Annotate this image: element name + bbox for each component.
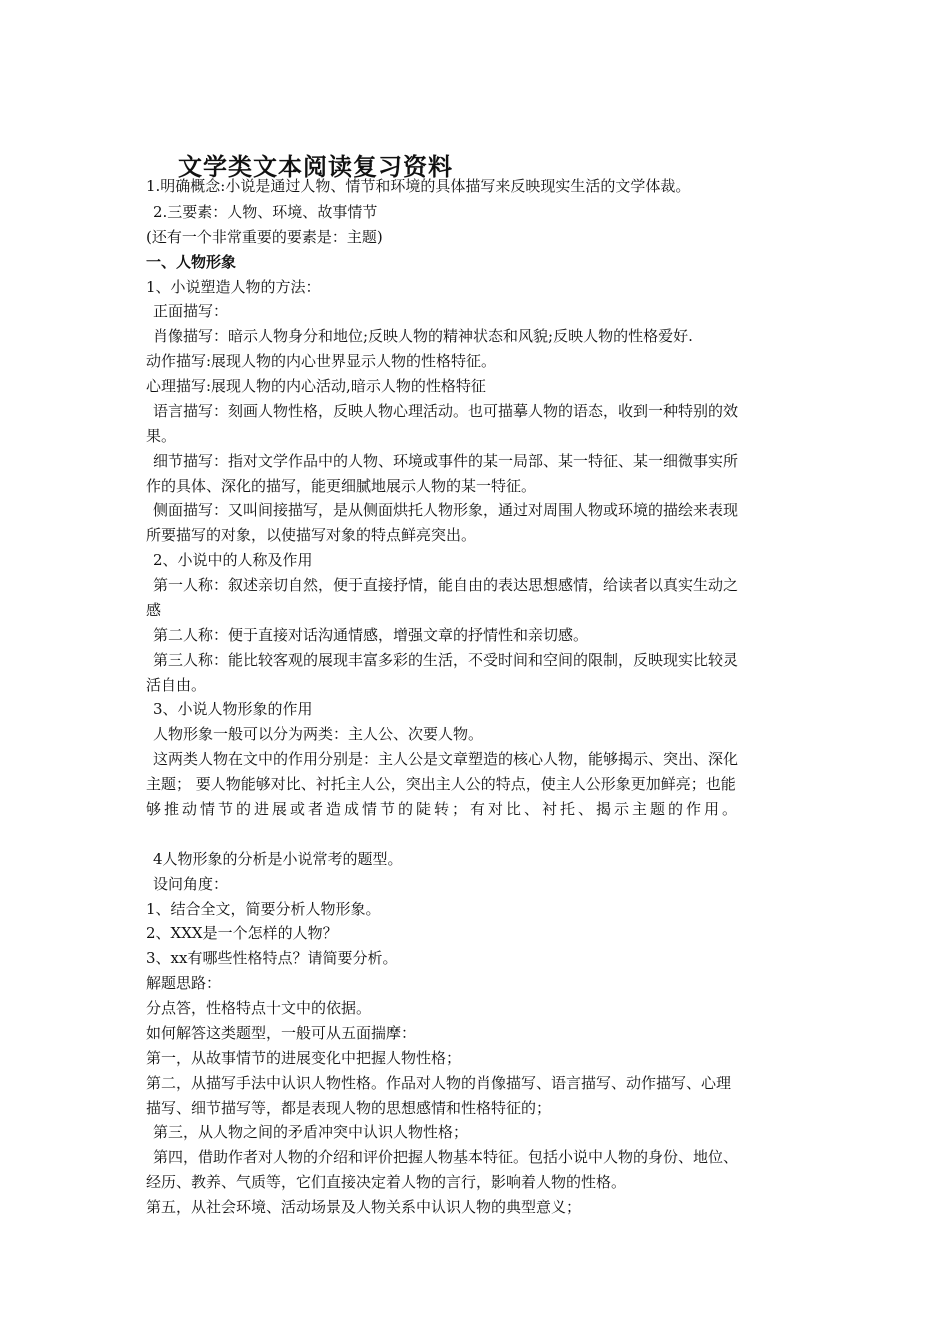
text-line: 2.三要素：人物、环境、故事情节 <box>153 203 378 221</box>
text-line: 感 <box>146 601 162 619</box>
text-line: 第一，从故事情节的进展变化中把握人物性格； <box>146 1049 462 1067</box>
text-line: 正面描写： <box>153 302 229 320</box>
text-line: 人物形象一般可以分为两类：主人公、次要人物。 <box>153 725 484 743</box>
text-line: 设问角度： <box>153 875 229 893</box>
text-line: 活自由。 <box>146 676 207 694</box>
section-heading: 一、人物形象 <box>146 253 237 271</box>
text-line: 3、小说人物形象的作用 <box>153 700 313 718</box>
text-line: 细节描写：指对文学作品中的人物、环境或事件的某一局部、某一特征、某一细微事实所 <box>153 452 739 470</box>
text-line: 描写、细节描写等，都是表现人物的思想感情和性格特征的； <box>146 1099 552 1117</box>
text-line: 第三，从人物之间的矛盾冲突中认识人物性格； <box>153 1123 469 1141</box>
text-line: 作的具体、深化的描写，能更细腻地展示人物的某一特征。 <box>146 477 537 495</box>
text-line: 第三人称：能比较客观的展现丰富多彩的生活，不受时间和空间的限制，反映现实比较灵 <box>153 651 739 669</box>
text-line: 侧面描写：又叫间接描写，是从侧面烘托人物形象，通过对周围人物或环境的描绘来表现 <box>153 501 739 519</box>
text-line: 1、小说塑造人物的方法： <box>146 278 321 296</box>
text-line: 4人物形象的分析是小说常考的题型。 <box>153 850 403 868</box>
text-line: 动作描写:展现人物的内心世界显示人物的性格特征。 <box>146 352 497 370</box>
text-line: 果。 <box>146 427 177 445</box>
text-line: (还有一个非常重要的要素是：主题) <box>146 228 383 246</box>
text-line: 2、XXX是一个怎样的人物？ <box>146 924 338 942</box>
text-line: 2、小说中的人称及作用 <box>153 551 313 569</box>
text-line: 解题思路： <box>146 974 222 992</box>
text-line: 1.明确概念:小说是通过人物、情节和环境的具体描写来反映现实生活的文学体裁。 <box>146 177 691 195</box>
text-line: 主题； 要人物能够对比、衬托主人公，突出主人公的特点，使主人公形象更加鲜亮；也能 <box>146 775 736 793</box>
text-line: 第一人称：叙述亲切自然，便于直接抒情，能自由的表达思想感情，给读者以真实生动之 <box>153 576 739 594</box>
text-line: 够推动情节的进展或者造成情节的陡转；有对比、衬托、揭示主题的作用。 <box>146 800 741 818</box>
text-line: 1、结合全文，简要分析人物形象。 <box>146 900 381 918</box>
text-line: 心理描写:展现人物的内心活动,暗示人物的性格特征 <box>146 377 486 395</box>
text-line: 第四，借助作者对人物的介绍和评价把握人物基本特征。包括小说中人物的身份、地位、 <box>153 1148 739 1166</box>
text-line: 这两类人物在文中的作用分别是：主人公是文章塑造的核心人物，能够揭示、突出、深化 <box>153 750 739 768</box>
document-title: 文学类文本阅读复习资料 <box>178 152 453 181</box>
text-line: 第五，从社会环境、活动场景及人物关系中认识人物的典型意义； <box>146 1198 582 1216</box>
text-line: 经历、教养、气质等，它们直接决定着人物的言行，影响着人物的性格。 <box>146 1173 627 1191</box>
text-line: 语言描写：刻画人物性格，反映人物心理活动。也可描摹人物的语态，收到一种特别的效 <box>153 402 739 420</box>
text-line: 第二人称：便于直接对话沟通情感，增强文章的抒情性和亲切感。 <box>153 626 589 644</box>
text-line: 肖像描写：暗示人物身分和地位;反映人物的精神状态和风貌;反映人物的性格爱好. <box>153 327 693 345</box>
text-line: 第二，从描写手法中认识人物性格。作品对人物的肖像描写、语言描写、动作描写、心理 <box>146 1074 732 1092</box>
text-line: 如何解答这类题型，一般可从五面揣摩： <box>146 1024 417 1042</box>
text-line: 分点答，性格特点十文中的依据。 <box>146 999 372 1017</box>
text-line: 所要描写的对象，以使描写对象的特点鲜亮突出。 <box>146 526 477 544</box>
text-line: 3、xx有哪些性格特点？请简要分析。 <box>146 949 398 967</box>
